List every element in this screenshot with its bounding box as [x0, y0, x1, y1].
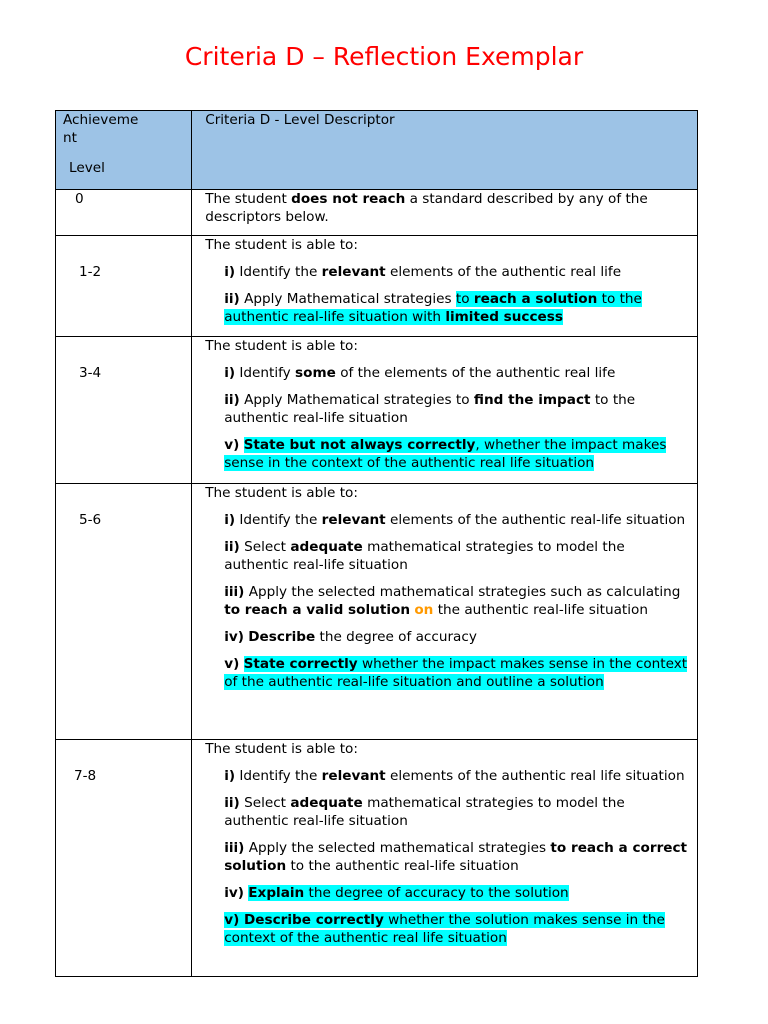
level-cell — [56, 236, 192, 337]
level-cell — [56, 740, 192, 977]
descriptor-item-iii: iii) Apply the selected mathematical strategies such as calculating to reach a valid solution on the authentic real-life situation — [224, 584, 681, 618]
table-header-row — [56, 111, 698, 190]
descriptor-item-i: i) Identify the relevant elements of the authentic real life — [224, 264, 622, 280]
descriptor-cell — [192, 337, 698, 484]
descriptor-item-i: i) Identify the relevant elements of the authentic real-life situation — [224, 512, 686, 528]
header-level-line2: nt — [63, 130, 77, 146]
descriptor-item-ii: ii) Select adequate mathematical strategies to model the authentic real-life situation — [224, 795, 625, 829]
descriptor-intro: The student is able to: — [205, 741, 358, 757]
document-title: Criteria D – Reflection Exemplar — [184, 42, 584, 71]
header-level-line1: Achieveme — [63, 112, 139, 128]
descriptor-item-iii: iii) Apply the selected mathematical strategies to reach a correct solution to the authentic real-life situation — [224, 840, 688, 874]
level-value: 7-8 — [74, 768, 97, 784]
descriptor-item-ii: ii) Select adequate mathematical strategies to model the authentic real-life situation — [224, 539, 625, 573]
table-row-level-1-2 — [56, 236, 698, 337]
table-row-level-0 — [56, 190, 698, 236]
descriptor-item-ii: ii) Apply Mathematical strategies to find the impact to the authentic real-life situation — [224, 392, 636, 426]
descriptor-cell — [192, 236, 698, 337]
level-cell — [56, 484, 192, 740]
descriptor-item-i: i) Identify the relevant elements of the authentic real life situation — [224, 768, 685, 784]
level-cell — [56, 190, 192, 236]
criteria-table — [55, 110, 698, 977]
level-cell — [56, 337, 192, 484]
descriptor-item-i: i) Identify some of the elements of the authentic real life — [224, 365, 616, 381]
descriptor-cell — [192, 190, 698, 236]
header-level-line3: Level — [69, 160, 105, 176]
descriptor-item-iv: iv) Describe the degree of accuracy — [224, 629, 477, 645]
descriptor-item-ii: ii) Apply Mathematical strategies to reach a solution to the authentic real-life situation with limited success — [224, 291, 642, 325]
level-value: 5-6 — [79, 512, 102, 528]
level-value: 0 — [75, 191, 84, 207]
descriptor-text: The student does not reach a standard described by any of the descriptors below. — [205, 191, 648, 225]
header-level-descriptor: Criteria D - Level Descriptor — [192, 111, 698, 190]
table-row-level-5-6 — [56, 484, 698, 740]
descriptor-intro: The student is able to: — [205, 485, 358, 501]
descriptor-intro: The student is able to: — [205, 237, 358, 253]
descriptor-cell — [192, 484, 698, 740]
descriptor-intro: The student is able to: — [205, 338, 358, 354]
descriptor-item-v: v) State correctly whether the impact makes sense in the context of the authentic real-life situation and outline a solution — [224, 656, 688, 690]
table-row-level-3-4 — [56, 337, 698, 484]
header-achievement-level — [56, 111, 192, 190]
table-row-level-7-8 — [56, 740, 698, 977]
level-value: 1-2 — [79, 264, 102, 280]
descriptor-item-iv: iv) Explain the degree of accuracy to the solution — [224, 885, 569, 901]
descriptor-item-v: v) State but not always correctly, whether the impact makes sense in the context of the authentic real life situation — [224, 437, 667, 471]
level-value: 3-4 — [79, 365, 102, 381]
descriptor-item-v: v) Describe correctly whether the solution makes sense in the context of the authentic real life situation — [224, 912, 665, 946]
descriptor-cell — [192, 740, 698, 977]
